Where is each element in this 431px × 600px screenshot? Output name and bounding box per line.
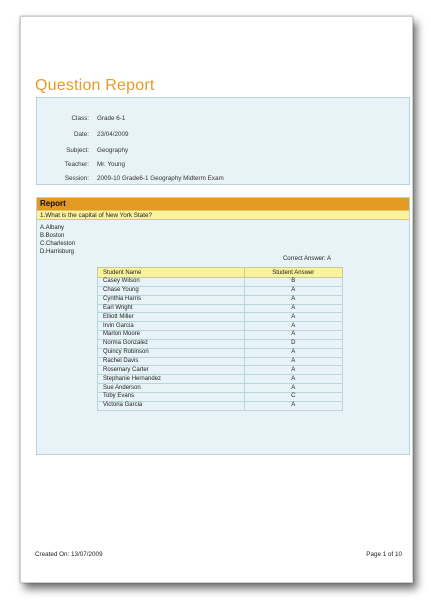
student-name: Earl Wright <box>98 304 245 313</box>
table-row <box>98 348 343 357</box>
student-answer: B <box>244 278 342 287</box>
student-name: Rosemary Carter <box>98 366 245 375</box>
column-header-student-name: Student Name <box>98 268 245 278</box>
student-name: Toby Evans <box>98 392 245 401</box>
table-row <box>98 304 343 313</box>
student-answer: A <box>244 313 342 322</box>
table-row <box>98 401 343 410</box>
student-name: Irvin Garcia <box>98 322 245 331</box>
info-value: 23/04/2009 <box>97 131 129 138</box>
info-value: Mr. Young <box>97 161 126 168</box>
table-row <box>98 357 343 366</box>
student-answers-table <box>97 267 343 411</box>
table-row <box>98 331 343 340</box>
table-row <box>98 322 343 331</box>
student-name: Norma Gonzalez <box>98 339 245 348</box>
correct-answer: Correct Answer: A <box>282 256 331 262</box>
page-number: Page 1 of 10 <box>366 551 402 558</box>
table-row <box>98 286 343 295</box>
report-page <box>20 16 413 583</box>
student-name: Quincy Robinson <box>98 348 245 357</box>
student-name: Stephanie Hernandez <box>98 375 245 384</box>
student-answer: A <box>244 304 342 313</box>
answer-options <box>40 224 75 256</box>
info-label: Session: <box>64 175 89 182</box>
option-c: C.Charleston <box>40 241 76 247</box>
student-answer: D <box>244 339 342 348</box>
option-d: D.Harrisburg <box>40 249 75 255</box>
student-name: Chase Young <box>98 286 245 295</box>
student-answer: A <box>244 384 342 393</box>
table-row <box>98 366 343 375</box>
info-label: Teacher: <box>64 161 89 168</box>
student-answer: A <box>244 366 342 375</box>
table-row <box>98 339 343 348</box>
table-row <box>98 295 343 304</box>
student-answer: C <box>244 392 342 401</box>
student-name: Marlon Moore <box>98 331 245 340</box>
info-value: 2009-10 Grade6-1 Geography Midterm Exam <box>97 175 224 182</box>
student-name: Rachel Davis <box>98 357 245 366</box>
student-answer: A <box>244 348 342 357</box>
info-label: Subject: <box>66 147 89 154</box>
student-answer: A <box>244 357 342 366</box>
info-label: Class: <box>71 115 89 122</box>
student-name: Elliott Miller <box>98 313 245 322</box>
student-answer: A <box>244 322 342 331</box>
student-answer: A <box>244 375 342 384</box>
table-row <box>98 313 343 322</box>
option-a: A.Albany <box>40 225 65 231</box>
student-answer: A <box>244 401 342 410</box>
student-answer: A <box>244 295 342 304</box>
table-row <box>98 392 343 401</box>
student-name: Sue Anderson <box>98 384 245 393</box>
info-label: Date: <box>73 131 89 138</box>
student-name: Victoria Garcia <box>98 401 245 410</box>
table-row <box>98 375 343 384</box>
info-value: Geography <box>97 147 129 154</box>
table-row <box>98 278 343 287</box>
question-text: 1.What is the capital of New York State? <box>37 210 409 220</box>
report-section <box>36 197 410 455</box>
student-name: Cynthia Harris <box>98 295 245 304</box>
info-value: Grade 6-1 <box>97 115 126 122</box>
option-b: B.Boston <box>40 233 65 239</box>
created-on: Created On: 13/07/2009 <box>35 551 103 558</box>
report-header: Report <box>37 198 409 210</box>
info-panel <box>36 97 410 185</box>
student-answer: A <box>244 286 342 295</box>
student-answer: A <box>244 331 342 340</box>
table-row <box>98 384 343 393</box>
student-name: Casey Wilson <box>98 278 245 287</box>
report-title: Question Report <box>35 77 155 94</box>
column-header-student-answer: Student Answer <box>244 268 342 278</box>
table-header-row <box>98 268 343 278</box>
